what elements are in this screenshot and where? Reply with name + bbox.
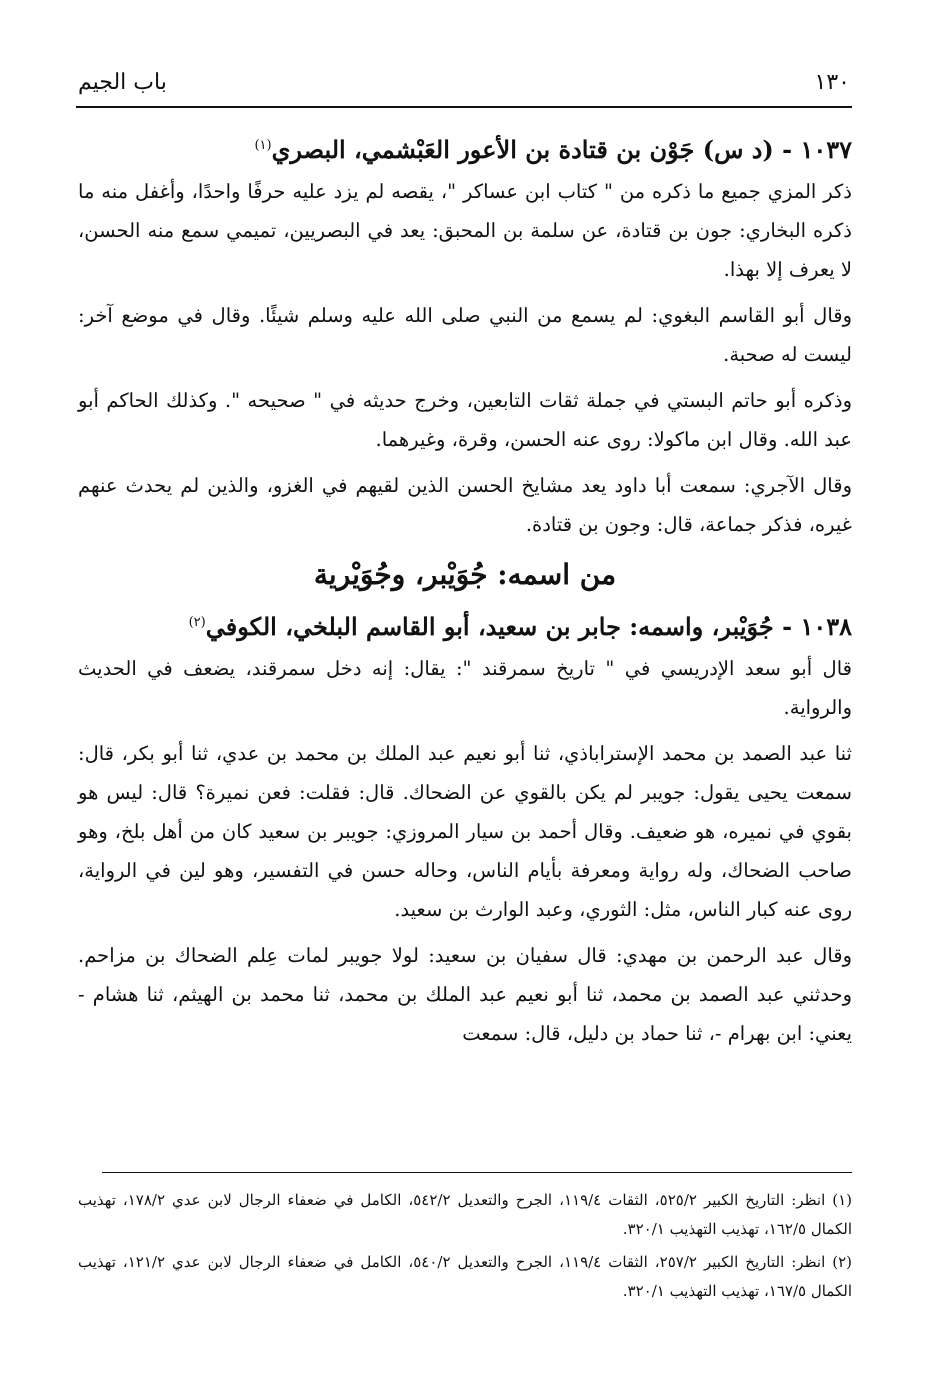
page-number: ١٣٠ (814, 70, 850, 95)
paragraph: قال أبو سعد الإدريسي في " تاريخ سمرقند ": يقال: إنه دخل سمرقند، يضعف في الحديث والرواية. (78, 657, 852, 719)
paragraph: وقال عبد الرحمن بن مهدي: قال سفيان بن سعيد: لولا جويبر لمات عِلم الضحاك بن مزاحم. وحدثني عبد الصمد بن محمد، ثنا أبو نعيم عبد الملك بن محمد، ثنا محمد بن الهيثم، ثنا هشام - يعني: ابن بهرام -، ثنا حماد بن دليل، قال: سمعت (78, 944, 852, 1045)
footnote-divider (102, 1172, 852, 1173)
footnote-1: (١) انظر: التاريخ الكبير ٥٢٥/٢، الثقات ١١٩/٤، الجرح والتعديل ٥٤٢/٢، الكامل في ضعفاء الرجال لابن عدي ١٧٨/٢، تهذيب الكمال ١٦٢/٥، تهذيب التهذيب ٣٢٠/١. (78, 1191, 853, 1238)
paragraph: ثنا عبد الصمد بن محمد الإستراباذي، ثنا أبو نعيم عبد الملك بن محمد بن عدي، ثنا أبو بكر، قال: سمعت يحيى يقول: جويبر لم يكن بالقوي عن الضحاك. قال: فقلت: فعن نميرة؟ قال: ليس هو بقوي في نميره، هو ضعيف. وقال أحمد بن سيار المروزي: جويبر بن سعيد كان من أهل بلخ، وهو صاحب الضحاك، وله رواية ومعرفة بأيام الناس، وحاله حسن في التفسير، وهو لين في الرواية، روى عنه كبار الناس، مثل: الثوري، وعبد الوارث بن سعيد. (78, 742, 852, 921)
running-header (78, 62, 850, 102)
section-title: من اسمه: جُوَيْبر، وجُوَيْرية (313, 558, 617, 591)
entry-heading-1038 (78, 603, 852, 647)
footnote-ref-2: (٢) (188, 615, 206, 630)
footnote-2: (٢) انظر: التاريخ الكبير ٢٥٧/٢، الثقات ١١٩/٤، الجرح والتعديل ٥٤٠/٢، الكامل في ضعفاء الرجال لابن عدي ١٢١/٢، تهذيب الكمال ١٦٧/٥، تهذيب التهذيب ٣٢٠/١. (78, 1253, 853, 1300)
chapter-title: باب الجيم (78, 70, 167, 95)
paragraph: وقال أبو القاسم البغوي: لم يسمع من النبي صلى الله عليه وسلم شيئًا. وقال في موضع آخر: ليست له صحبة. (78, 304, 852, 366)
paragraph: ذكر المزي جميع ما ذكره من " كتاب ابن عساكر "، يقصه لم يزد عليه حرفًا واحدًا، وأغفل منه ما ذكره البخاري: جون بن قتادة، عن سلمة بن المحبق: يعد في البصريين، تميمي سمع منه الحسن، لا يعرف إلا بهذا. (78, 180, 852, 281)
footnote-ref-1: (١) (254, 138, 272, 153)
paragraph: وذكره أبو حاتم البستي في جملة ثقات التابعين، وخرج حديثه في " صحيحه ". وكذلك الحاكم أبو عبد الله. وقال ابن ماكولا: روى عنه الحسن، وقرة، وغيرهما. (78, 389, 852, 451)
paragraph: وقال الآجري: سمعت أبا داود يعد مشايخ الحسن الذين لقيهم في الغزو، والذين لم يحدث عنهم غيره، فذكر جماعة، قال: وجون بن قتادة. (78, 474, 852, 536)
footnotes (78, 1186, 852, 1310)
header-divider (76, 106, 852, 108)
main-text (78, 126, 852, 1060)
entry-heading-text: ١٠٣٧ - (د س) جَوْن بن قتادة بن الأعور العَبْشمي، البصري (271, 135, 852, 164)
entry-heading-1037 (78, 126, 852, 170)
entry-heading-text: ١٠٣٨ - جُوَيْبر، واسمه: جابر بن سعيد، أبو القاسم البلخي، الكوفي (205, 612, 852, 641)
